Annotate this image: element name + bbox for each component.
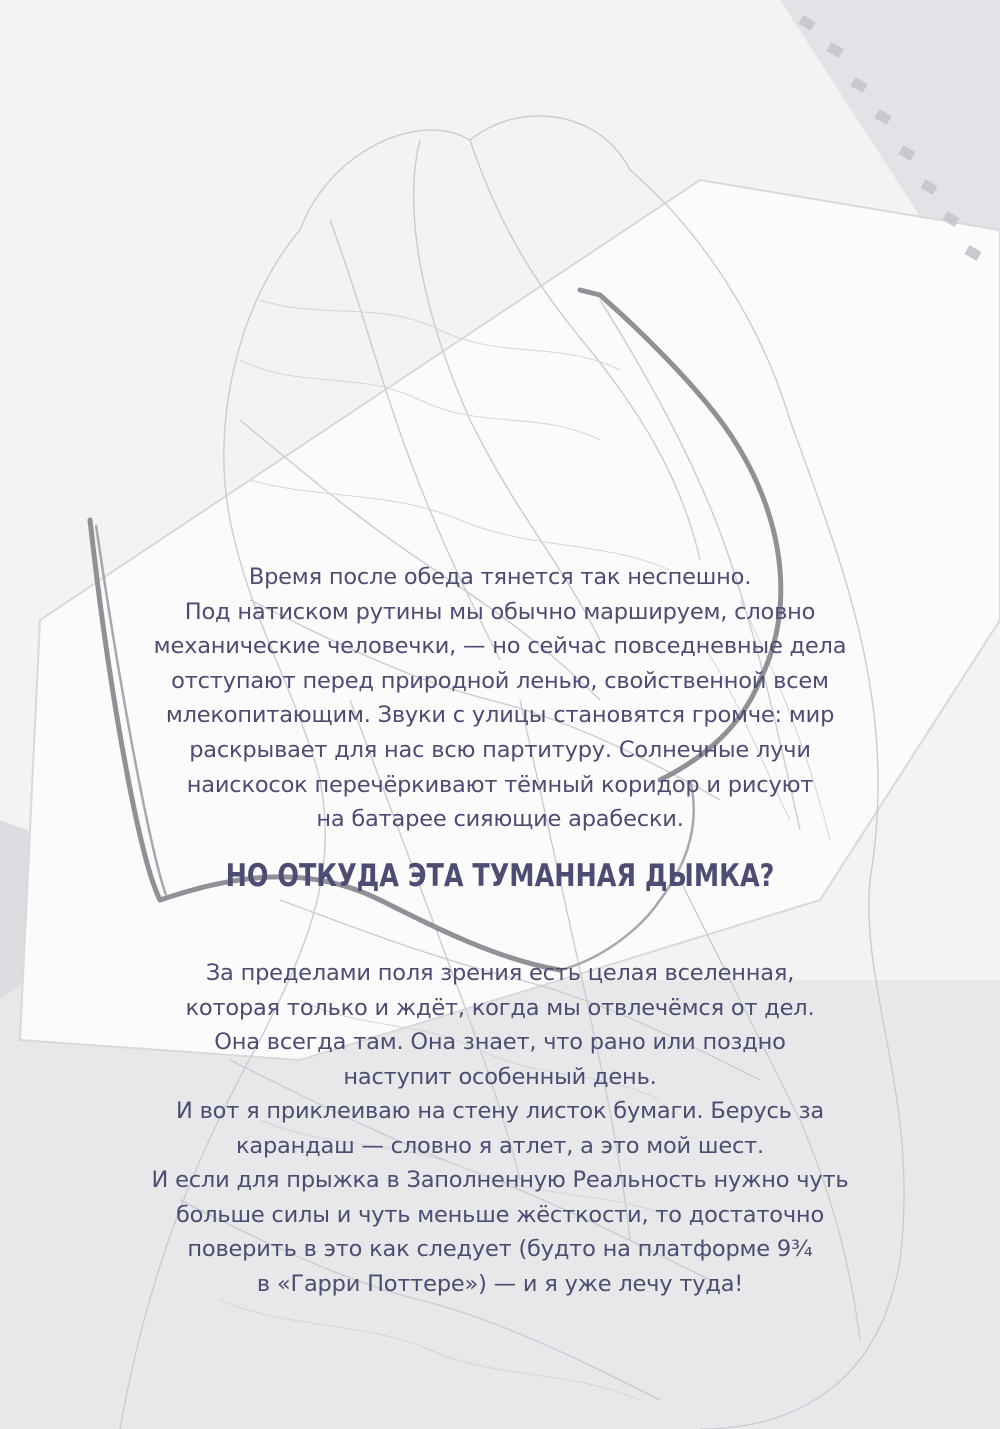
jump-text <box>130 1094 870 1302</box>
text-line: наступит особенный день. <box>343 1063 657 1090</box>
text-line: И если для прыжка в Заполненную Реальность нужно чуть <box>151 1167 849 1194</box>
jump-paragraph <box>130 1094 870 1302</box>
text-line: в «Гарри Поттере») — и я уже лечу туда! <box>256 1270 744 1297</box>
universe-text <box>130 956 870 1094</box>
text-line: И вот я приклеиваю на стену листок бумаги. Берусь за <box>176 1098 824 1124</box>
intro-paragraph <box>130 560 870 837</box>
text-line: отступают перед природной ленью, свойственной всем <box>171 667 829 694</box>
text-line: Она всегда там. Она знает, что рано или поздно <box>214 1029 786 1056</box>
universe-paragraph <box>130 956 870 1094</box>
text-line: механические человечки, — но сейчас повседневные дела <box>153 633 847 660</box>
text-line: больше силы и чуть меньше жёсткости, то достаточно <box>175 1201 825 1228</box>
text-line: наискосок перечёркивают тёмный коридор и рисуют <box>186 771 814 798</box>
text-line: которая только и ждёт, когда мы отвлечёмся от дел. <box>185 994 815 1021</box>
text-line: За пределами поля зрения есть целая вселенная, <box>205 960 795 986</box>
text-line: Время после обеда тянется так неспешно. <box>248 564 752 590</box>
text-line: карандаш — словно я атлет, а это мой шест. <box>235 1132 764 1159</box>
text-line: млекопитающим. Звуки с улицы становятся громче: мир <box>165 702 835 729</box>
section-heading: НО ОТКУДА ЭТА ТУМАННАЯ ДЫМКА? <box>225 858 775 894</box>
text-line: на батарее сияющие арабески. <box>316 806 684 833</box>
text-line: поверить в это как следует (будто на платформе 9¾ <box>187 1236 813 1263</box>
intro-text <box>130 560 870 837</box>
text-line: Под натиском рутины мы обычно маршируем, словно <box>184 598 816 625</box>
text-line: раскрывает для нас всю партитуру. Солнечные лучи <box>189 736 811 763</box>
